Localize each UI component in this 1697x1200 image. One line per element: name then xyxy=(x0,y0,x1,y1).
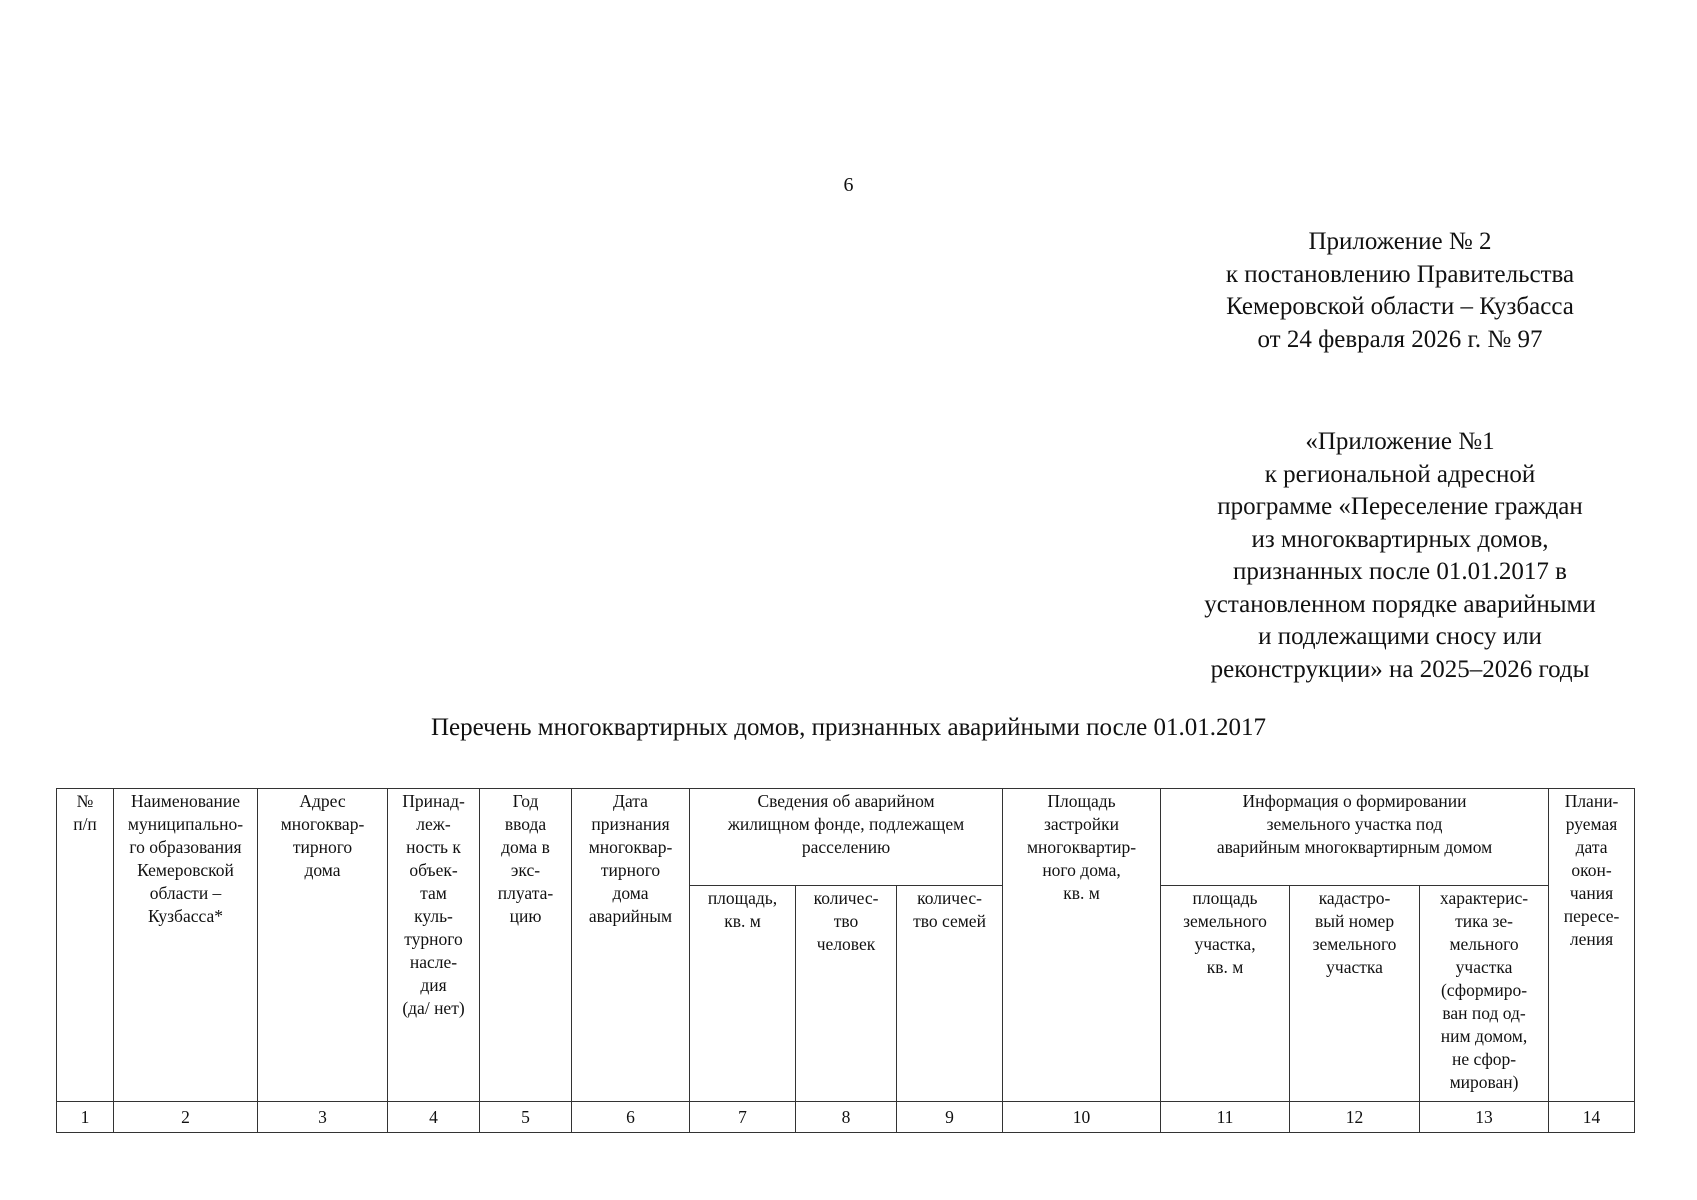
column-number: 12 xyxy=(1290,1102,1420,1133)
column-number: 14 xyxy=(1549,1102,1635,1133)
header-family-count: количес- тво семей xyxy=(897,886,1003,1102)
column-number: 5 xyxy=(480,1102,572,1133)
header-land-characteristic: характерис- тика зе- мельного участка (сформиро- ван под од- ним домом, не сфор- мирован) xyxy=(1420,886,1549,1102)
annex-program-line: признанных после 01.01.2017 в xyxy=(1233,558,1567,585)
annex-program-line: реконструкции» на 2025–2026 годы xyxy=(1210,655,1590,683)
column-number: 2 xyxy=(114,1102,258,1133)
column-number: 11 xyxy=(1161,1102,1290,1133)
annex-order-line: от 24 февраля 2026 г. № 97 xyxy=(1257,325,1543,353)
annex-order-line: Кемеровской области – Кузбасса xyxy=(1226,293,1574,320)
column-number: 6 xyxy=(572,1102,690,1133)
annex-program-line: установленном порядке аварийными xyxy=(1204,590,1596,618)
annex-program-line: к региональной адресной xyxy=(1264,460,1536,488)
column-number: 10 xyxy=(1003,1102,1161,1133)
annex-program-block xyxy=(1140,426,1660,686)
annex-order-block xyxy=(1140,226,1660,356)
header-planned-date: Плани- руемая дата окон- чания пересе- ления xyxy=(1549,789,1635,1102)
annex-program-line: из многоквартирных домов, xyxy=(1251,525,1549,553)
column-number: 3 xyxy=(258,1102,388,1133)
annex-program-line: программе «Переселение граждан xyxy=(1217,493,1583,520)
column-number: 13 xyxy=(1420,1102,1549,1133)
header-address: Адрес многоквар- тирного дома xyxy=(258,789,388,1102)
column-number: 4 xyxy=(388,1102,480,1133)
annex-order-line: Приложение № 2 xyxy=(1308,228,1492,255)
header-emergency-date: Дата признания многоквар- тирного дома аварийным xyxy=(572,789,690,1102)
header-heritage: Принад- леж- ность к объек- там куль- турного насле- дия (да/ нет) xyxy=(388,789,480,1102)
emergency-houses-table xyxy=(56,788,1635,1133)
column-number: 9 xyxy=(897,1102,1003,1133)
column-number-row xyxy=(57,1102,1635,1133)
annex-order-line: к постановлению Правительства xyxy=(1225,260,1575,288)
header-group-land-plot: Информация о формировании земельного участка под аварийным многоквартирным домом xyxy=(1161,789,1549,886)
column-number: 8 xyxy=(796,1102,897,1133)
header-people-count: количес- тво человек xyxy=(796,886,897,1102)
table-title: Перечень многоквартирных домов, признанных аварийными после 01.01.2017 xyxy=(430,714,1267,741)
header-area: площадь, кв. м xyxy=(690,886,796,1102)
column-number: 7 xyxy=(690,1102,796,1133)
header-commission-year: Год ввода дома в экс- плуата- цию xyxy=(480,789,572,1102)
header-group-housing-fund: Сведения об аварийном жилищном фонде, подлежащем расселению xyxy=(690,789,1003,886)
header-municipality: Наименование муниципально- го образования Кемеровской области – Кузбасса* xyxy=(114,789,258,1102)
annex-program-line: «Приложение №1 xyxy=(1305,428,1495,455)
header-building-area: Площадь застройки многоквартир- ного дома, кв. м xyxy=(1003,789,1161,1102)
header-cadastral-number: кадастро- вый номер земельного участка xyxy=(1290,886,1420,1102)
page-number: 6 xyxy=(843,174,854,196)
header-row-number: № п/п xyxy=(57,789,114,1102)
annex-program-line: и подлежащими сносу или xyxy=(1258,623,1542,650)
header-land-area: площадь земельного участка, кв. м xyxy=(1161,886,1290,1102)
column-number: 1 xyxy=(57,1102,114,1133)
